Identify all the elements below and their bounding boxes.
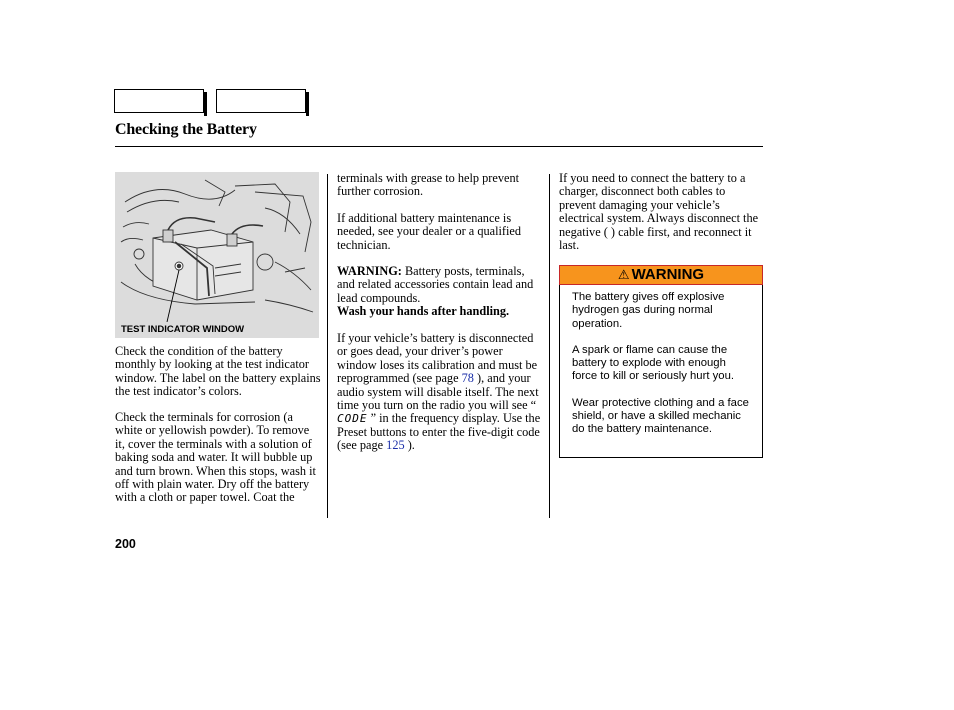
page-link-78[interactable]: 78: [461, 371, 474, 386]
warning-item: A spark or flame can cause the battery to explode with enough force to kill or seriously hurt you.: [572, 343, 734, 383]
warning-item: The battery gives off explosive hydrogen gas during normal operation.: [572, 291, 725, 330]
column2-paragraph-2-text: If additional battery maintenance is needed, see your dealer or a qualified technician.: [337, 211, 522, 252]
page-title: Checking the Battery: [115, 121, 257, 138]
header-tab-box-left: [114, 89, 204, 113]
column1-paragraph-1-text: Check the condition of the battery monthly by looking at the test indicator window. The label on the battery explains the test indicator’s colors.: [115, 344, 321, 399]
column-divider-2: [549, 174, 550, 518]
column2-paragraph-1-text: terminals with grease to help prevent further corrosion.: [337, 171, 520, 199]
warning-heading: [559, 265, 763, 285]
page-number: 200: [115, 537, 136, 551]
column1-paragraph-1: [115, 345, 321, 399]
column3-paragraph-1: [559, 172, 763, 252]
battery-engine-bay-drawing: [115, 172, 319, 322]
column1-paragraph-2-text: Check the terminals for corrosion (a white or yellowish powder). To remove it, cover the terminals with a solution of baking soda and water. It will bubble up and turn brown. When this stops, wash it off with plain water. Dry off the battery with a cloth or paper towel. Coat the: [115, 410, 316, 505]
column3-paragraph-1-text: If you need to connect the battery to a charger, disconnect both cables to prevent damaging your vehicle’s electrical system. Always disconnect the negative ( ) cable first, and reconnect it last.: [559, 171, 759, 253]
p4-text-b: ), and your audio system will disable itself. The next time you turn on the radio you will see “: [337, 371, 539, 413]
lead-warning-label: WARNING:: [337, 264, 402, 278]
column2-paragraph-1: [337, 172, 543, 199]
warning-box: [559, 285, 763, 458]
p4-text-a: If your vehicle’s battery is disconnected or goes dead, your driver’s power window loses its calibration and must be reprogrammed (see page: [337, 331, 538, 386]
wash-hands-notice: Wash your hands after handling.: [337, 304, 510, 319]
column2-paragraph-2: [337, 212, 543, 252]
page-link-125[interactable]: 125: [386, 438, 405, 453]
warning-triangle-icon: ⚠: [617, 267, 630, 282]
p4-text-d: ).: [404, 438, 415, 453]
lead-warning-paragraph: [337, 265, 543, 319]
column1-paragraph-2: [115, 411, 321, 505]
column-divider-1: [327, 174, 328, 518]
p4-text-c: ” in the frequency display. Use the Preset buttons to enter the five-digit code (see page: [337, 411, 541, 453]
warning-heading-text: WARNING: [631, 266, 705, 283]
title-rule: [115, 146, 763, 147]
figure-caption: TEST INDICATOR WINDOW: [121, 324, 245, 335]
warning-item: Wear protective clothing and a face shield, or have a skilled mechanic do the battery maintenance.: [572, 396, 749, 436]
battery-illustration: [115, 172, 319, 338]
header-tab-box-right: [216, 89, 306, 113]
code-display-glyph: CODE: [337, 412, 368, 426]
column2-paragraph-4: [337, 332, 543, 453]
lead-warning-text: Battery posts, terminals, and related accessories contain lead and lead compounds.: [337, 264, 534, 305]
